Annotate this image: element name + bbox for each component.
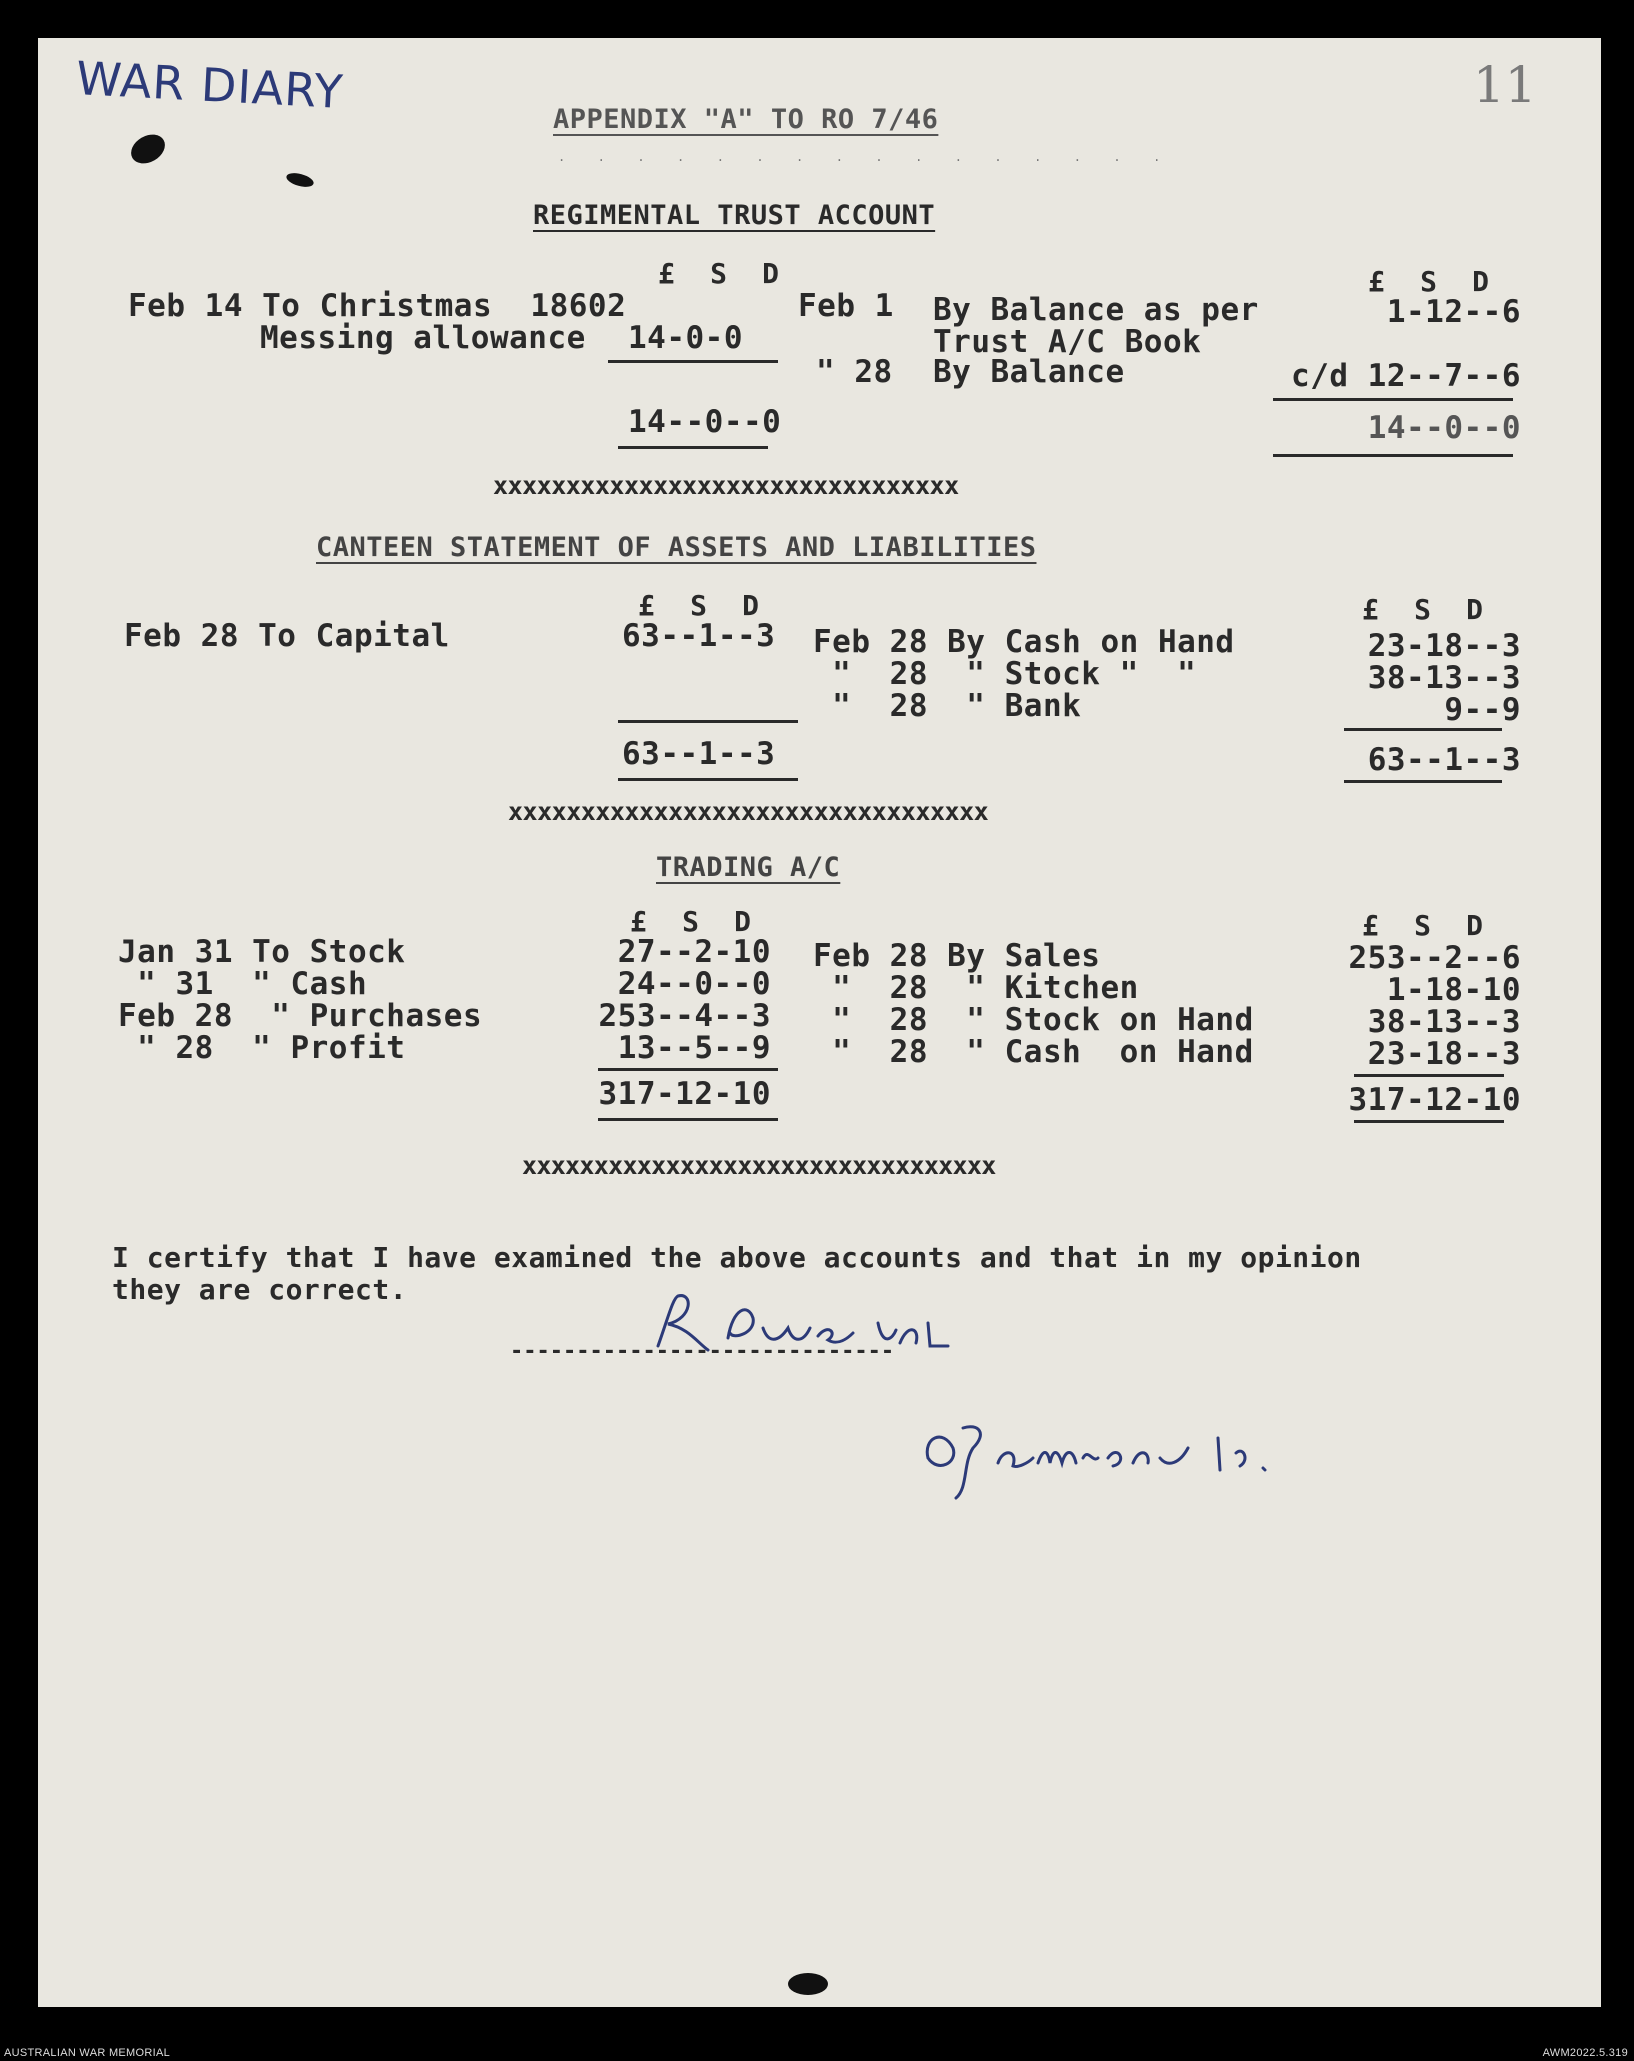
canteen-right-row-3: " 28 " Bank xyxy=(813,688,1082,724)
trading-left-row-2: " 31 " Cash xyxy=(118,966,368,1002)
rule xyxy=(1354,1120,1504,1123)
regimental-heading: REGIMENTAL TRUST ACCOUNT xyxy=(533,200,936,231)
regimental-right-date-3: " 28 xyxy=(816,354,893,390)
canteen-left-header: £ S D xyxy=(638,589,760,622)
regimental-right-header: £ S D xyxy=(1368,265,1490,298)
trading-left-row-3: Feb 28 " Purchases xyxy=(118,998,483,1034)
document-page xyxy=(38,38,1601,2007)
rule xyxy=(1344,780,1502,783)
trading-right-amount-1: 253--2--6 xyxy=(1348,940,1521,976)
trading-right-row-3: " 28 " Stock on Hand xyxy=(813,1002,1254,1038)
war-diary-annotation: WAR DIARY xyxy=(74,51,345,119)
trading-right-row-4: " 28 " Cash on Hand xyxy=(813,1034,1254,1070)
regimental-left-line2: Messing allowance xyxy=(260,320,586,356)
regimental-right-desc-1: By Balance as per xyxy=(933,292,1259,328)
regimental-left-line1: Feb 14 To Christmas 18602 xyxy=(128,288,627,324)
signature-dash-line: ----------------------------- xyxy=(510,1339,895,1364)
canteen-right-amount-2: 38-13--3 xyxy=(1367,660,1521,696)
trading-right-row-1: Feb 28 By Sales xyxy=(813,938,1101,974)
canteen-heading: CANTEEN STATEMENT OF ASSETS AND LIABILITIES xyxy=(316,532,1037,563)
trading-left-amount-3: 253--4--3 xyxy=(598,998,771,1034)
canteen-left-amount: 63--1--3 xyxy=(622,618,776,654)
signature-bowe xyxy=(638,1288,1058,1368)
regimental-right-desc-2: Trust A/C Book xyxy=(933,324,1202,360)
trading-right-total: 317-12-10 xyxy=(1348,1082,1521,1118)
canteen-right-total: 63--1--3 xyxy=(1367,742,1521,778)
canteen-left-total: 63--1--3 xyxy=(622,736,776,772)
rule xyxy=(618,720,798,723)
regimental-right-amount-3: c/d 12--7--6 xyxy=(1291,358,1521,394)
punch-hole xyxy=(788,1973,828,1995)
title-dots: . . . . . . . . . . . . . . . . xyxy=(558,150,1167,164)
trading-heading: TRADING A/C xyxy=(656,852,841,883)
trading-left-amount-2: 24--0--0 xyxy=(617,966,771,1002)
regimental-right-total: 14--0--0 xyxy=(1367,410,1521,446)
rule xyxy=(1354,1074,1504,1077)
page-mark: 11 xyxy=(1473,56,1537,114)
canteen-right-header: £ S D xyxy=(1362,593,1484,626)
regimental-right-date-1: Feb 1 xyxy=(798,288,894,324)
canteen-right-row-1: Feb 28 By Cash on Hand xyxy=(813,624,1235,660)
rule xyxy=(608,360,778,363)
separator: xxxxxxxxxxxxxxxxxxxxxxxxxxxxxxxxx xyxy=(508,797,989,826)
punch-hole xyxy=(285,171,315,190)
trading-right-header: £ S D xyxy=(1362,909,1484,942)
trading-left-header: £ S D xyxy=(630,905,752,938)
trading-left-total: 317-12-10 xyxy=(598,1076,771,1112)
regimental-left-header: £ S D xyxy=(658,257,780,290)
separator: xxxxxxxxxxxxxxxxxxxxxxxxxxxxxxxx xyxy=(493,471,959,500)
canteen-right-amount-1: 23-18--3 xyxy=(1367,628,1521,664)
regimental-right-desc-3: By Balance xyxy=(933,354,1125,390)
canteen-right-row-2: " 28 " Stock " " xyxy=(813,656,1197,692)
trading-left-row-1: Jan 31 To Stock xyxy=(118,934,406,970)
rule xyxy=(1273,398,1513,401)
rule xyxy=(618,446,768,449)
rule xyxy=(598,1118,778,1121)
separator: xxxxxxxxxxxxxxxxxxxxxxxxxxxxxxxxx xyxy=(522,1151,996,1180)
regimental-left-amount: 14-0-0 xyxy=(628,320,743,356)
trading-right-amount-2: 1-18-10 xyxy=(1386,972,1521,1008)
footer-left: AUSTRALIAN WAR MEMORIAL xyxy=(4,2047,171,2059)
certification-line2: they are correct. xyxy=(112,1273,408,1306)
trading-right-amount-3: 38-13--3 xyxy=(1367,1004,1521,1040)
punch-hole xyxy=(126,129,170,170)
page-title: APPENDIX "A" TO RO 7/46 xyxy=(553,104,939,135)
certification-line1: I certify that I have examined the above accounts and that in my opinion xyxy=(112,1241,1362,1274)
trading-left-amount-1: 27--2-10 xyxy=(617,934,771,970)
trading-right-row-2: " 28 " Kitchen xyxy=(813,970,1139,1006)
signature-jamieson xyxy=(918,1408,1358,1508)
footer-right: AWM2022.5.319 xyxy=(1542,2047,1628,2059)
rule xyxy=(1344,728,1502,731)
canteen-left-line: Feb 28 To Capital xyxy=(124,618,450,654)
trading-right-amount-4: 23-18--3 xyxy=(1367,1036,1521,1072)
regimental-left-total: 14--0--0 xyxy=(628,404,782,440)
rule xyxy=(618,778,798,781)
regimental-right-amount-1: 1-12--6 xyxy=(1386,294,1521,330)
trading-left-amount-4: 13--5--9 xyxy=(617,1030,771,1066)
trading-left-row-4: " 28 " Profit xyxy=(118,1030,406,1066)
rule xyxy=(1273,454,1513,457)
rule xyxy=(598,1068,778,1071)
canteen-right-amount-3: 9--9 xyxy=(1444,692,1521,728)
